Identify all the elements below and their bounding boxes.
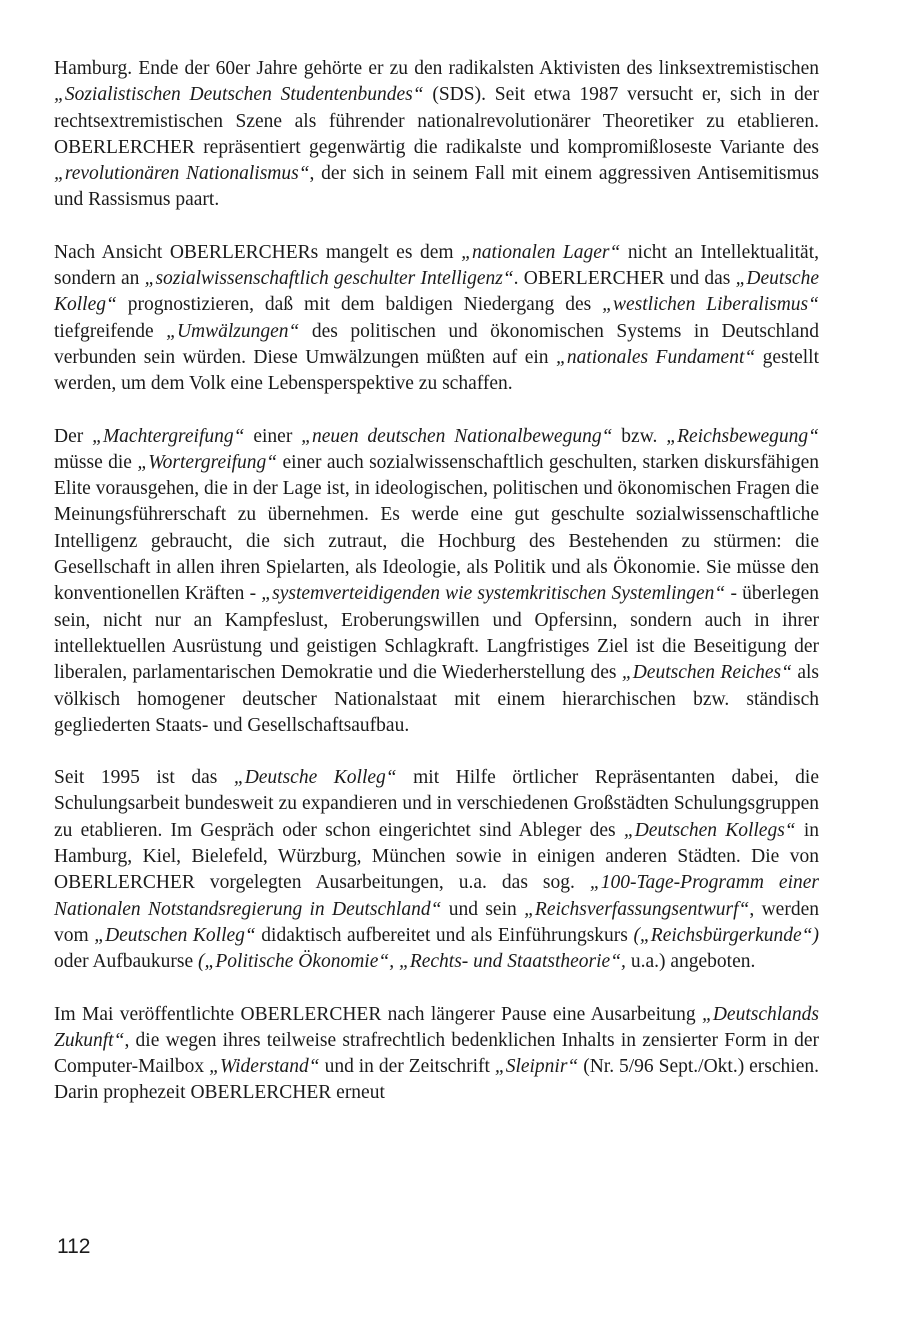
page-number: 112	[57, 1235, 91, 1258]
text-span: (Nr. 5/96 Sept./Okt.) erschien. Darin prophezeit OBERLERCHER erneut	[54, 1056, 819, 1104]
italic-text-span: „Wortergreifung“	[137, 451, 278, 473]
text-span: Hamburg. Ende der 60er Jahre gehörte er zu den radikalsten Aktivisten des linksextremistischen	[54, 58, 819, 79]
text-span: (SDS). Seit etwa 1987 versucht er, sich in der rechtsextremistischen Szene als führender nationalrevolutionärer Theoretiker zu etablieren. OBERLERCHER repräsentiert gegenwärtig die radikalste und kompromißloseste Variante des	[54, 84, 819, 158]
text-span: u.a.) angeboten.	[625, 951, 756, 973]
italic-text-span: „neuen deutschen Nationalbewegung“	[301, 425, 613, 447]
text-span: - überlegen sein, nicht nur an Kampfeslust, Eroberungswillen und Opfersinn, sondern auch in ihrer intellektuellen Ausrüstung und geistigen Schlagkraft. Langfristiges Ziel ist die Beseitigung der liberalen, parlamentarischen Demokratie und die Wiederherstellung des	[54, 583, 820, 684]
text-span: tiefgreifende	[54, 320, 167, 342]
italic-text-span: „Deutschen Kollegs“	[623, 819, 796, 841]
text-span: prognostizieren, daß mit dem baldigen Niedergang des	[116, 294, 603, 316]
text-span: Im Mai veröffentlichte OBERLERCHER nach längerer Pause eine Ausarbeitung	[54, 1003, 702, 1025]
text-span: müsse die	[54, 451, 138, 473]
italic-text-span: „Umwälzungen“	[166, 320, 300, 342]
text-span: , die wegen ihres teilweise strafrechtlich bedenklichen Inhalts in zensierter Form in der Computer-Mailbox	[54, 1029, 819, 1078]
text-span: und in der Zeitschrift	[319, 1056, 495, 1078]
text-span: nicht an Intellektualität, sondern an	[54, 241, 819, 290]
document-page	[54, 56, 819, 1133]
italic-text-span: „Widerstand“	[209, 1056, 320, 1078]
italic-text-span: „100-Tage-Programm einer Nationalen Notstandsregierung in Deutschland“	[54, 872, 819, 920]
italic-text-span: „Deutschen Reiches“	[621, 662, 792, 684]
italic-text-span: „nationales Fundament“	[556, 346, 756, 368]
text-span: des politischen und ökonomischen Systems in Deutschland verbunden sein würden. Diese Umwälzungen müßten auf ein	[54, 320, 819, 368]
paragraph-1	[54, 56, 819, 214]
italic-text-span: („Reichsbürgerkunde“)	[633, 924, 820, 946]
text-span: in Hamburg, Kiel, Bielefeld, Würzburg, München sowie in einigen anderen Städten. Die von OBERLERCHER vorgelegten Ausarbeitungen, u.a. das sog.	[54, 819, 819, 894]
italic-text-span: „Deutschlands Zukunft“	[54, 1003, 819, 1051]
text-span: und sein	[441, 898, 525, 920]
italic-text-span: „Machtergreifung“	[92, 425, 245, 447]
italic-text-span: „Deutsche Kolleg“	[54, 268, 819, 316]
text-span: , werden vom	[54, 898, 819, 946]
text-span: einer auch sozialwissenschaftlich geschulten, starken diskursfähigen Elite vorausgehen, die in der Lage ist, in ideologischen, politischen und ökonomischen Fragen die Meinungsführerschaft zu übernehmen. Es werde eine gut geschulte sozialwissenschaftliche Intelligenz gebraucht, die sich zutraut, die Hochburg des Bestehenden zu stürmen: die Gesellschaft in allen ihren Spielarten, als Ideologie, als Politik und als Ökonomie. Sie müsse den konventionellen Kräften -	[54, 451, 819, 605]
paragraph-3	[54, 424, 819, 740]
text-span: gestellt werden, um dem Volk eine Lebensperspektive zu schaffen.	[54, 346, 819, 395]
paragraph-2	[54, 240, 819, 398]
italic-text-span: „Deutschen Kolleg“	[94, 924, 256, 946]
italic-text-span: „revolutionären Nationalismus“	[54, 163, 310, 185]
text-span: Nach Ansicht OBERLERCHERs mangelt es dem	[54, 241, 462, 263]
text-span: Der	[54, 425, 93, 447]
text-span: mit Hilfe örtlicher Repräsentanten dabei, die Schulungsarbeit bundesweit zu expandieren und in verschiedenen Großstädten Schulungsgruppen zu etablieren. Im Gespräch oder schon eingerichtet sind Ableger des	[54, 767, 819, 841]
paragraph-5	[54, 1002, 819, 1107]
text-span: didaktisch aufbereitet und als Einführungskurs	[255, 924, 634, 946]
italic-text-span: „nationalen Lager“	[461, 241, 621, 263]
italic-text-span: „Sleipnir“	[494, 1056, 579, 1078]
italic-text-span: „Reichsverfassungsentwurf“	[524, 898, 750, 920]
italic-text-span: „westlichen Liberalismus“	[602, 294, 819, 316]
text-span: oder Aufbaukurse	[54, 951, 199, 973]
italic-text-span: „Reichsbewegung“	[666, 425, 819, 447]
text-span: als völkisch homogener deutscher Nationalstaat mit einem hierarchischen bzw. ständisch gegliederten Staats- und Gesellschaftsaufbau.	[54, 662, 819, 736]
italic-text-span: „sozialwissenschaftlich geschulter Intelligenz“	[144, 268, 514, 290]
text-span: , der sich in seinem Fall mit einem aggressiven Antisemitismus und Rassismus paart.	[54, 163, 819, 211]
italic-text-span: „systemverteidigenden wie systemkritischen Systemlingen“	[261, 583, 726, 605]
text-span: Seit 1995 ist das	[54, 767, 234, 789]
paragraph-4	[54, 765, 819, 975]
text-span: . OBERLERCHER und das	[513, 268, 736, 290]
italic-text-span: („Politische Ökonomie“, „Rechts- und Staatstheorie“,	[198, 951, 626, 973]
italic-text-span: „Sozialistischen Deutschen Studentenbundes“	[54, 84, 424, 106]
italic-text-span: „Deutsche Kolleg“	[233, 767, 397, 789]
text-span: einer	[244, 425, 302, 447]
text-span: bzw.	[612, 425, 667, 447]
